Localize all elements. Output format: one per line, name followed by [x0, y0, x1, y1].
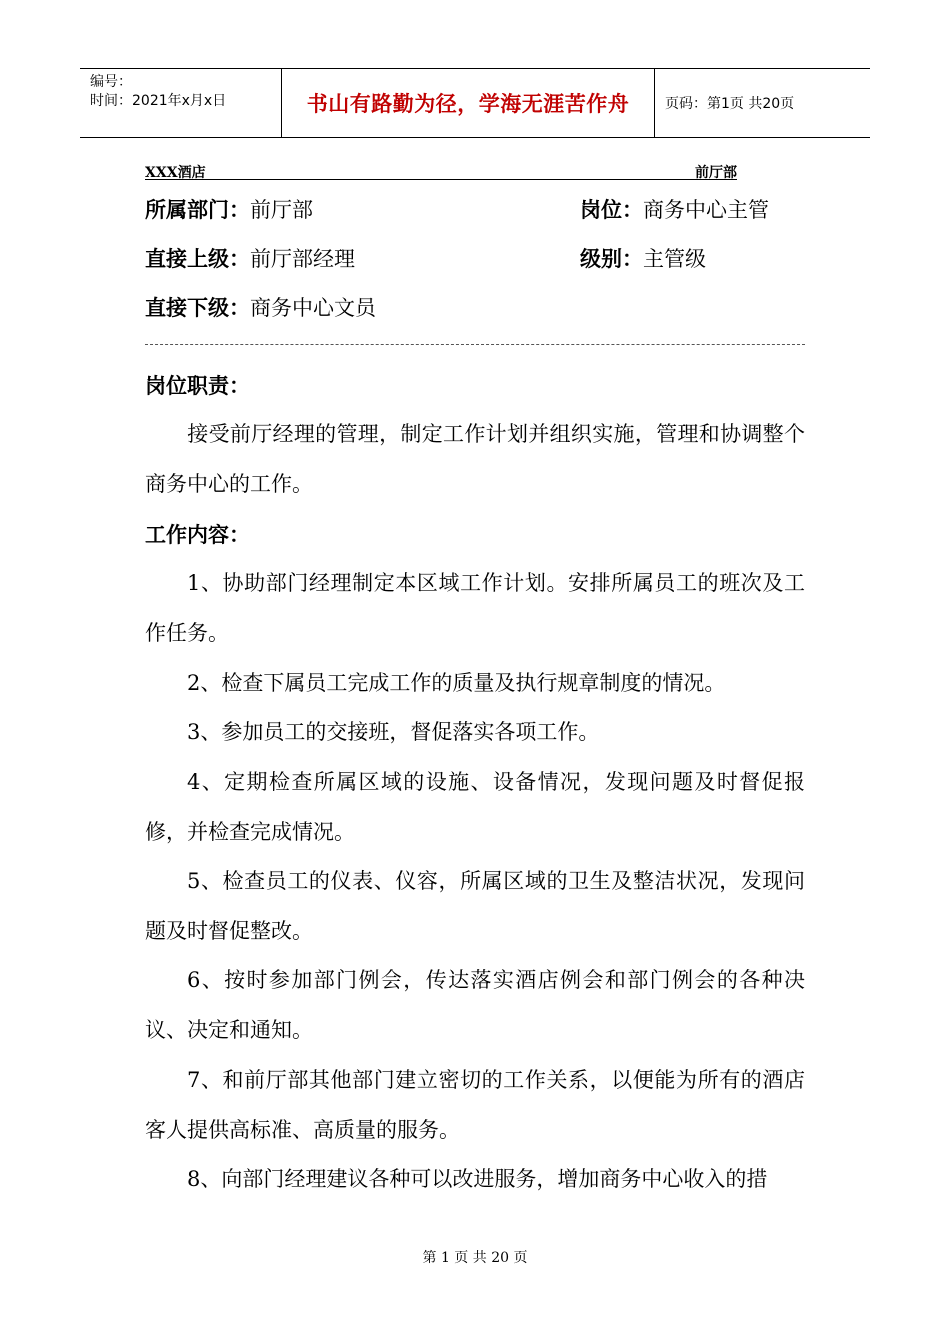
list-item: 3、参加员工的交接班，督促落实各项工作。: [187, 720, 600, 744]
number-label: 编号：: [90, 74, 132, 90]
position-label: 岗位：: [580, 198, 643, 222]
superior-value: 前厅部经理: [250, 247, 355, 271]
subordinate-value: 商务中心文员: [250, 296, 376, 320]
list-item: 7、和前厅部其他部门建立密切的工作关系，以便能为所有的酒店客人提供高标准、高质量的服务。: [145, 1068, 805, 1142]
list-item: 6、按时参加部门例会，传达落实酒店例会和部门例会的各种决议、决定和通知。: [145, 968, 805, 1042]
duties-heading: 岗位职责：: [145, 374, 250, 398]
level-value: 主管级: [643, 247, 706, 271]
list-item: 4、定期检查所属区域的设施、设备情况，发现问题及时督促报修，并检查完成情况。: [145, 770, 805, 844]
position-value: 商务中心主管: [643, 198, 769, 222]
list-item: 1、协助部门经理制定本区域工作计划。安排所属员工的班次及工作任务。: [145, 571, 805, 645]
dept-label: 所属部门：: [145, 198, 250, 222]
header-meta: [80, 69, 282, 137]
level-row: [580, 244, 706, 274]
duties-text: [145, 409, 805, 509]
superior-row: [145, 244, 355, 274]
subordinate-row: [145, 293, 376, 323]
page-header: [80, 68, 870, 138]
hotel-name: XXX酒店: [145, 165, 206, 181]
subordinate-label: 直接下级：: [145, 296, 250, 320]
department-name: 前厅部: [695, 165, 737, 181]
level-label: 级别：: [580, 247, 643, 271]
page-footer: 第 1 页 共 20 页: [422, 1250, 528, 1266]
duties-body: 接受前厅经理的管理，制定工作计划并组织实施，管理和协调整个商务中心的工作。: [145, 422, 805, 496]
subheader: [145, 160, 737, 180]
list-item: 2、检查下属员工完成工作的质量及执行规章制度的情况。: [187, 671, 726, 695]
dept-value: 前厅部: [250, 198, 313, 222]
superior-label: 直接上级：: [145, 247, 250, 271]
time-label: 时间：2021年x月x日: [90, 93, 227, 109]
header-motto: 书山有路勤为径，学海无涯苦作舟: [282, 69, 655, 137]
header-page-info: 页码：第1页 共20页: [665, 96, 795, 112]
work-heading: 工作内容：: [145, 523, 250, 547]
list-item: 5、检查员工的仪表、仪容，所属区域的卫生及整洁状况，发现问题及时督促整改。: [145, 869, 805, 943]
dept-row: [145, 195, 313, 225]
divider: [145, 344, 805, 345]
position-row: [580, 195, 769, 225]
list-item: 8、向部门经理建议各种可以改进服务，增加商务中心收入的措: [187, 1167, 768, 1191]
